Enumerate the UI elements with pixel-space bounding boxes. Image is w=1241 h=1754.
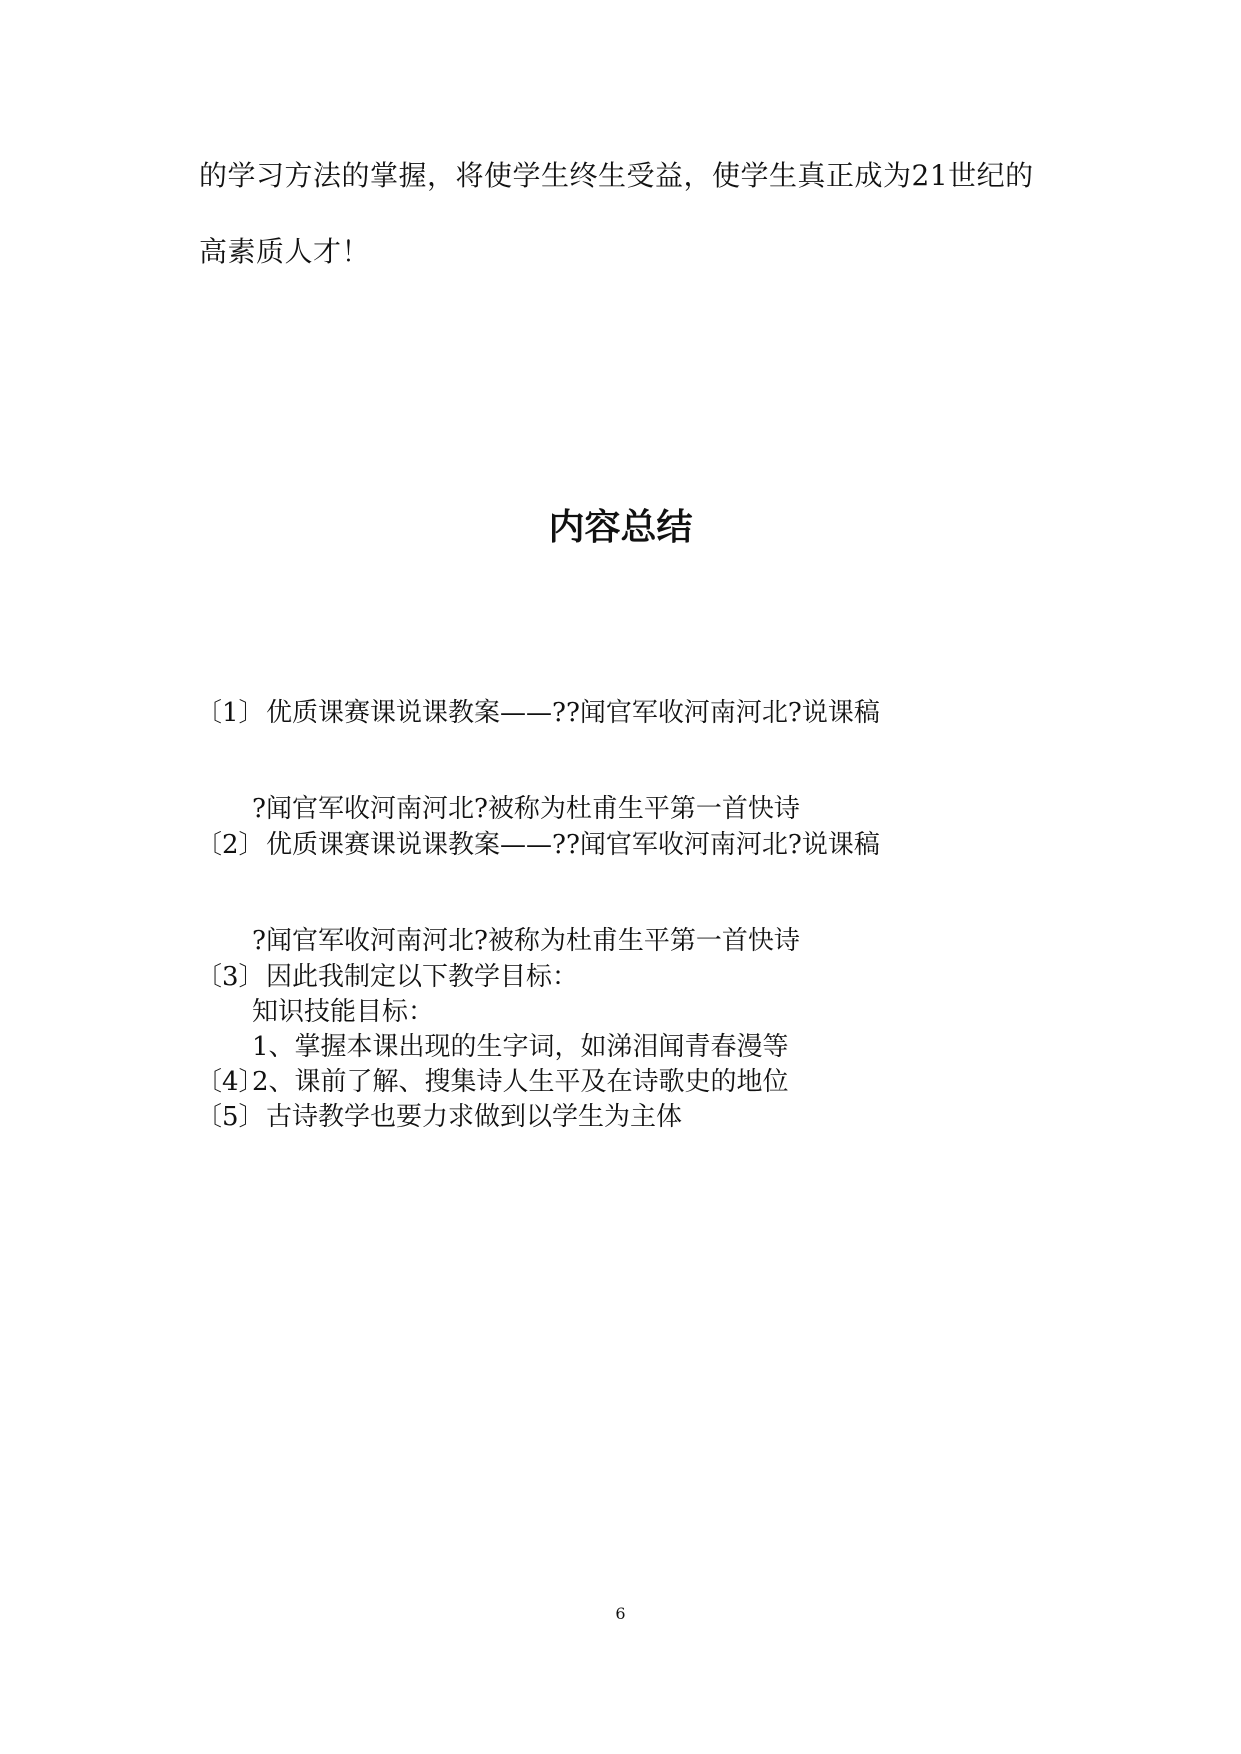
summary-item-3-sub-1: 知识技能目标：: [252, 997, 435, 1027]
summary-item-2-text: 优质课赛课说课教案——??闻官军收河南河北?说课稿: [266, 830, 880, 860]
summary-title: 内容总结: [548, 507, 693, 548]
summary-item-3-marker: 〔3〕: [196, 962, 265, 992]
body-paragraph-line-1: 的学习方法的掌握，将使学生终生受益，使学生真正成为21世纪的: [199, 159, 1034, 192]
summary-item-3-sub-2: 1、掌握本课出现的生字词，如涕泪闻青春漫等: [252, 1032, 789, 1062]
body-paragraph-line-2: 高素质人才！: [199, 235, 371, 268]
summary-item-1-text: 优质课赛课说课教案——??闻官军收河南河北?说课稿: [266, 698, 880, 728]
summary-item-1-sub: ?闻官军收河南河北?被称为杜甫生平第一首快诗: [252, 794, 800, 824]
summary-item-1-marker: 〔1〕: [196, 698, 265, 728]
summary-item-5-marker: 〔5〕: [196, 1102, 265, 1132]
summary-item-2-marker: 〔2〕: [196, 830, 265, 860]
summary-item-3-text: 因此我制定以下教学目标：: [266, 962, 579, 992]
summary-item-4-text: 2、课前了解、搜集诗人生平及在诗歌史的地位: [252, 1067, 789, 1097]
page-number: 6: [615, 1604, 626, 1623]
summary-item-4-marker: 〔4〕: [196, 1067, 265, 1097]
summary-item-2-sub: ?闻官军收河南河北?被称为杜甫生平第一首快诗: [252, 926, 800, 956]
summary-item-5-text: 古诗教学也要力求做到以学生为主体: [266, 1102, 683, 1132]
